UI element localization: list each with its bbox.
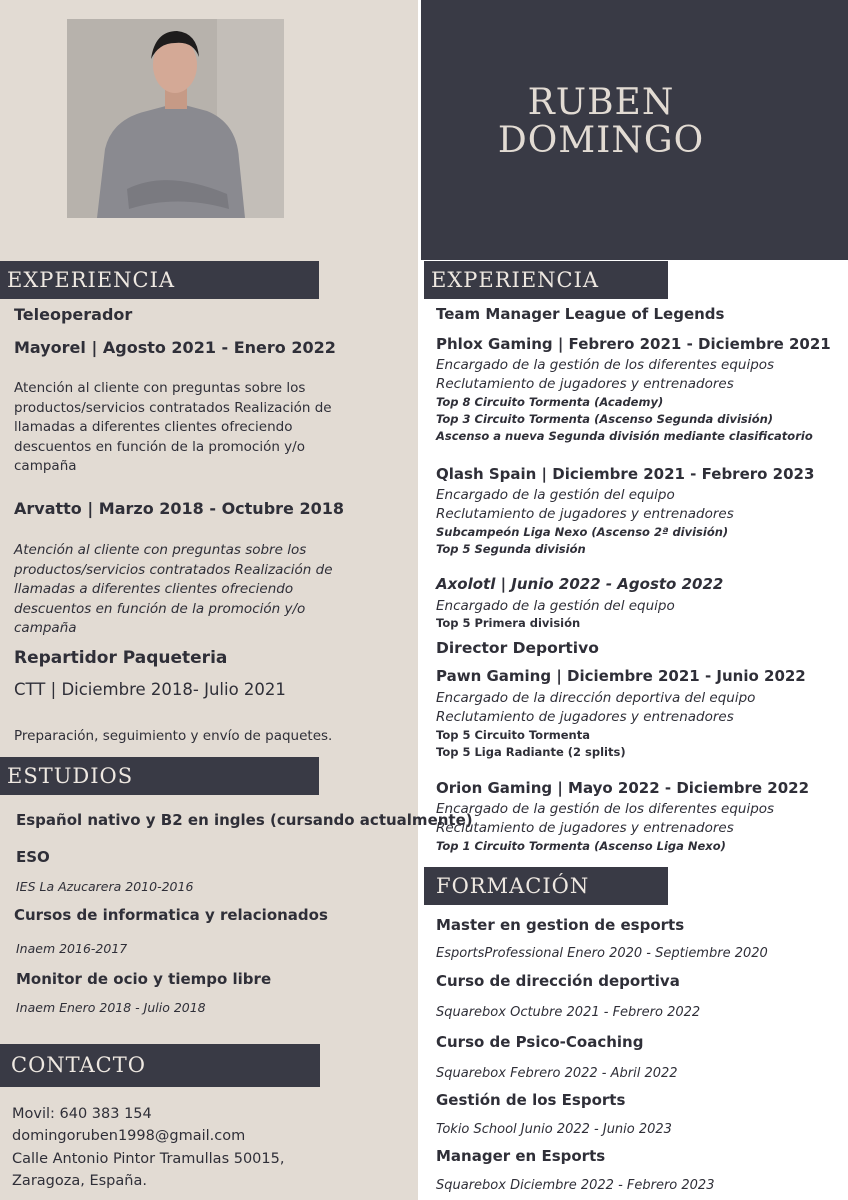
pawn-ach1: Top 5 Circuito Tormenta [436, 728, 590, 742]
role-team-manager: Team Manager League of Legends [436, 305, 725, 323]
qlash-line2: Reclutamiento de jugadores y entrenadores [436, 506, 734, 522]
course1-title: Master en gestion de esports [436, 916, 685, 934]
orion-ach1: Top 1 Circuito Tormenta (Ascenso Liga Nexo) [436, 839, 726, 853]
job1-title: Teleoperador [14, 305, 133, 324]
axolotl-org: Axolotl | Junio 2022 - Agosto 2022 [436, 575, 724, 593]
pawn-org: Pawn Gaming | Diciembre 2021 - Junio 2022 [436, 667, 806, 685]
contact-address: Calle Antonio Pintor Tramullas 50015, Zaragoza, España. [12, 1151, 285, 1189]
contact-phone[interactable]: Movil: 640 383 154 [12, 1106, 152, 1122]
computing-detail: Inaem 2016-2017 [16, 941, 128, 956]
phlox-ach1: Top 8 Circuito Tormenta (Academy) [436, 395, 664, 409]
axolotl-line1: Encargado de la gestión del equipo [436, 598, 675, 614]
job3-title: Repartidor Paqueteria [14, 648, 228, 668]
course2-title: Curso de dirección deportiva [436, 972, 680, 990]
job1-description: Atención al cliente con preguntas sobre los productos/servicios contratados Realización de llamadas a diferentes clientes ofreciendo descuentos en función de la promoción y/o campaña [14, 380, 332, 474]
eso-title: ESO [16, 848, 50, 866]
pawn-ach2: Top 5 Liga Radiante (2 splits) [436, 745, 626, 759]
course3-detail: Squarebox Febrero 2022 - Abril 2022 [436, 1066, 678, 1081]
monitor-title: Monitor de ocio y tiempo libre [16, 970, 272, 988]
qlash-org: Qlash Spain | Diciembre 2021 - Febrero 2023 [436, 465, 815, 483]
job3-company: CTT | Diciembre 2018- Julio 2021 [14, 680, 286, 699]
right-experience-header: EXPERIENCIA [424, 261, 668, 299]
orion-org: Orion Gaming | Mayo 2022 - Diciembre 2022 [436, 779, 810, 797]
training-header: FORMACIÓN [424, 867, 668, 905]
job2-company: Arvatto | Marzo 2018 - Octubre 2018 [14, 499, 344, 518]
axolotl-ach1: Top 5 Primera división [436, 616, 581, 630]
course4-detail: Tokio School Junio 2022 - Junio 2023 [436, 1122, 672, 1137]
job3-description: Preparación, seguimiento y envío de paquetes. [14, 728, 333, 744]
phlox-org: Phlox Gaming | Febrero 2021 - Diciembre 2021 [436, 335, 831, 353]
contact-header: CONTACTO [0, 1044, 320, 1087]
job2-description: Atención al cliente con preguntas sobre los productos/servicios contratados Realización de llamadas a diferentes clientes ofreciendo descuentos en función de la promoción y/o campaña [14, 542, 333, 636]
last-name: DOMINGO [497, 120, 705, 161]
phlox-ach2: Top 3 Circuito Tormenta (Ascenso Segunda división) [436, 412, 774, 426]
job1-company: Mayorel | Agosto 2021 - Enero 2022 [14, 338, 336, 357]
contact-email[interactable]: domingoruben1998@gmail.com [12, 1128, 246, 1144]
orion-line2: Reclutamiento de jugadores y entrenadores [436, 820, 734, 836]
phlox-line2: Reclutamiento de jugadores y entrenadores [436, 376, 734, 392]
course1-detail: EsportsProfessional Enero 2020 - Septiembre 2020 [436, 946, 768, 961]
pawn-line1: Encargado de la dirección deportiva del equipo [436, 690, 756, 706]
course5-title: Manager en Esports [436, 1147, 606, 1165]
eso-detail: IES La Azucarera 2010-2016 [16, 879, 194, 894]
studies-header: ESTUDIOS [0, 757, 319, 795]
pawn-line2: Reclutamiento de jugadores y entrenadores [436, 709, 734, 725]
course5-detail: Squarebox Diciembre 2022 - Febrero 2023 [436, 1178, 715, 1193]
course3-title: Curso de Psico-Coaching [436, 1033, 644, 1051]
monitor-detail: Inaem Enero 2018 - Julio 2018 [16, 1000, 206, 1015]
course4-title: Gestión de los Esports [436, 1091, 626, 1109]
course2-detail: Squarebox Octubre 2021 - Febrero 2022 [436, 1005, 701, 1020]
profile-photo [67, 19, 284, 218]
left-experience-header: EXPERIENCIA [0, 261, 319, 299]
languages: Español nativo y B2 en ingles (cursando actualmente) [16, 811, 473, 829]
phlox-ach3: Ascenso a nueva Segunda división mediante clasificatorio [436, 429, 813, 443]
qlash-line1: Encargado de la gestión del equipo [436, 487, 675, 503]
qlash-ach2: Top 5 Segunda división [436, 542, 586, 556]
first-name: RUBEN [527, 82, 675, 123]
qlash-ach1: Subcampeón Liga Nexo (Ascenso 2ª división) [436, 525, 729, 539]
orion-line1: Encargado de la gestión de los diferentes equipos [436, 801, 775, 817]
role-director: Director Deportivo [436, 639, 599, 657]
computing-title: Cursos de informatica y relacionados [14, 906, 328, 924]
phlox-line1: Encargado de la gestión de los diferentes equipos [436, 357, 775, 373]
